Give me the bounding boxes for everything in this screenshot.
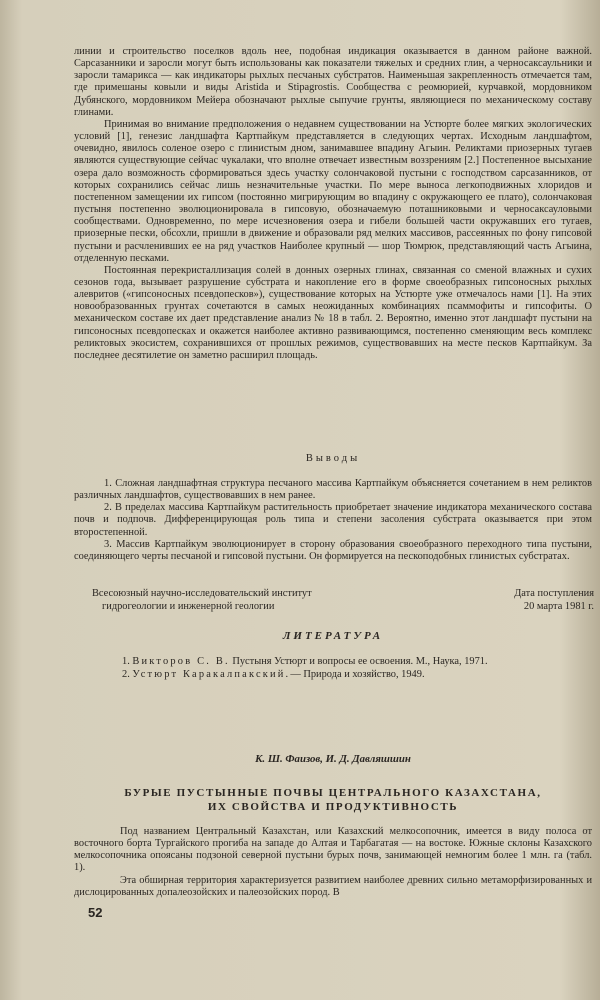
article-authors: К. Ш. Фаизов, И. Д. Давляшшин xyxy=(255,753,411,765)
paragraph: Принимая во внимание предположения о недавнем существовании на Устюрте более мягких экологических условий [1], генезис ландшафта Картпайкум представляется в следующих чертах. Исходным ландшафтом, очевидно, явилось соленое озеро с глинистым дном, занимавшее впадину Агыин. Реликтами приозерных тугаев являются существующие сейчас чукалаки, что вполне отвечает известным воззрениям [2.] Постепенное высыхание озера дало возможность сформироваться здесь участку солончаковой пустыни с господством сарсазанников, от которых сохранились сейчас лишь незначительные участки. По мере выноса легкоподвижных хлоридов и постепенном замещении их гипсом (постоянно мигрирующим во впадину с окружающего ее плато), солончаковая пустыня постепенно эволюционировала в гипсовую, обозначаемую поташниковыми и черносаксауловыми сообществами. Одновременно, по мере исчезновения озера и гибели большей части окружавших его тугаев, приозерные пески, обсохли, пришли в движение и образовали ряд мелких массивов, рассеянных по фону гипсовой пустыни и расчленивших ее на ряд участков Наиболее крупный — шор Тюмрюк, представляющий часть Агыина, отделенную песками. xyxy=(74,118,592,264)
reference-author: Устюрт Каракалпакский. xyxy=(132,668,291,680)
affiliation-line: гидрогеологии и инженерной геологии xyxy=(102,600,275,612)
article-title-line: БУРЫЕ ПУСТЫННЫЕ ПОЧВЫ ЦЕНТРАЛЬНОГО КАЗАХСТАНА, xyxy=(124,787,542,799)
reference-number: 1. xyxy=(122,656,130,667)
article-title xyxy=(74,786,592,814)
conclusion-item: 1. Сложная ландшафтная структура песчаного массива Картпайкум объясняется сочетанием в нем реликтов различных ландшафтов, существовавших в нем ранее. xyxy=(74,478,592,502)
main-text xyxy=(74,46,592,362)
paragraph: Эта обширная территория характеризуется развитием наиболее древних сильно метаморфизированных и дислоцированных допалеозойских и палеозойских пород. В xyxy=(74,874,592,898)
article-title-line: ИХ СВОЙСТВА И ПРОДУКТИВНОСТЬ xyxy=(207,801,459,813)
reference-text: Пустыня Устюрт и вопросы ее освоения. М., Наука, 1971. xyxy=(229,656,488,667)
affiliation xyxy=(92,588,312,613)
paragraph: Постоянная перекристаллизация солей в донных озерных глинах, связанная со сменой влажных и сухих сезонов года, вызывает разрушение субстрата и накопление его в форме своеобразных гипсоносных рыхлых алевритов («гипсоносных псевдопесков»), существование которых на Устюрте уже отмечалось нами [1]. На этих новообразованных грунтах сочетаются в самых неожиданных комбинациях псаммофиты и гипсофиты. О механическом составе их дает представление анализ № 18 в табл. 2. Вероятно, именно этот ландшафт пустыни на гипсоносных псевдопесках и окажется наиболее активно развивающимся, постепенно сменяющим весь комплекс реликтовых экосистем, сохранившихся от прошлых режимов, существовавших на месте песков Картпайкум. За последнее десятилетие он заметно расширил площадь. xyxy=(74,264,592,361)
reference-author: Викторов С. В. xyxy=(132,656,230,667)
conclusions-heading: Выводы xyxy=(305,453,361,464)
article-body xyxy=(74,826,592,899)
reference-item xyxy=(122,669,600,682)
received-value: 20 марта 1981 г. xyxy=(523,600,594,612)
reference-number: 2. xyxy=(122,668,130,680)
paragraph: Под названием Центральный Казахстан, или Казахский мелкосопочник, имеется в виду полоса от восточного борта Тургайского прогиба на западе до Алтая и Тарбагатая — на востоке. Южные склоны Казахского мелкосопочника опоясаны подзоной северной пустыни бурых почв, занимающей немногим более 1 млн. га (табл. 1). xyxy=(74,826,592,874)
received-label: Дата поступления xyxy=(514,588,594,599)
literature-heading: ЛИТЕРАТУРА xyxy=(282,630,384,642)
conclusion-item: 2. В пределах массива Картпайкум растительность приобретает значение индикатора механического состава почв и подпочв. Дифференцирующая роль типа и степени засоления субстрата оказывается при этом второстепенной. xyxy=(74,502,592,538)
conclusions-list xyxy=(74,478,592,563)
reference-text: — Природа и хозяйство, 1949. xyxy=(290,668,425,680)
page-number: 52 xyxy=(88,905,103,920)
affiliation-line: Всесоюзный научно-исследовательский институт xyxy=(92,588,312,599)
paragraph: линии и строительство поселков вдоль нее, подобная индикация оказывается в данном районе важной. Сарсазанники и заросли могут быть использованы как показатели тяжелых и средних глин, а черносаксаульники и заросли тамарикса — как индикаторы рыхлых песчаных субстратов. Наименьшая закрепленность отмечается там, где примешаны ковыли и виды Aristida и Stipagrostis. Сообщества с реомюрией, курчавкой, мордовником Дубянского, мордовником Мейера обозначают рыхлые сыпучие грунты, являющиеся по механическому составу глинами. xyxy=(74,46,592,118)
conclusion-item: 3. Массив Картпайкум эволюционирует в сторону образования своеобразного переходного типа пустыни, соединяющего черты песчаной и гипсовой пустыни. Он формируется на пескоподобных глинистых субстратах. xyxy=(74,538,592,562)
received-date xyxy=(514,588,594,613)
reference-list xyxy=(122,656,600,681)
reference-item xyxy=(122,656,600,669)
